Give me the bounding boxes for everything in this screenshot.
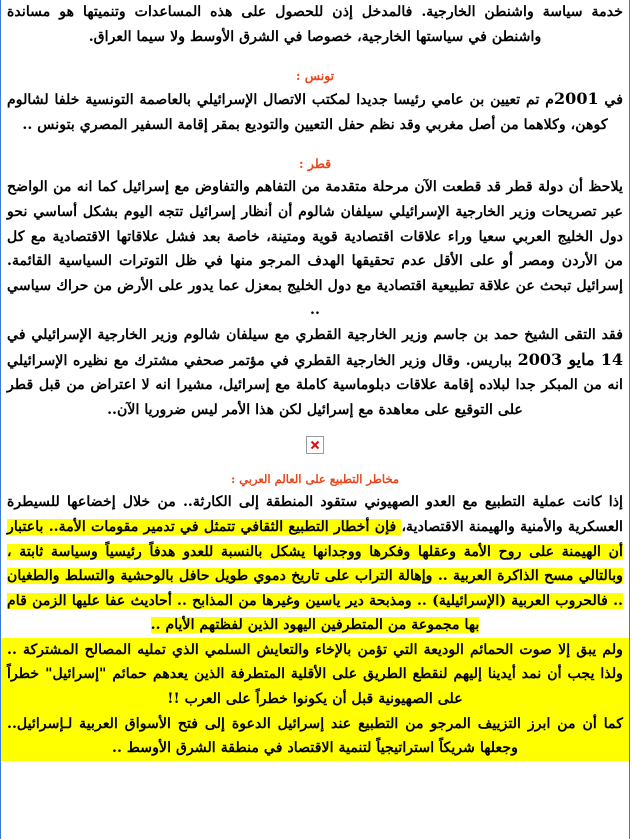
heading-qatar: قطر : [298, 156, 332, 172]
paragraph-risks-1 [7, 490, 623, 638]
broken-image-icon [306, 436, 324, 454]
paragraph-tunisia: في 2001م تم تعيين بن عامي رئيسا جديدا لمكتب الاتصال الإسرائيلي بالعاصمة التونسية خلفا لشالوم كوهن، وكلاهما من أصل مغربي وقد نظم حفل التعيين والتوديع بمقر إقامة السفير المصري بتونس .. [7, 89, 623, 133]
heading-normalization-risks: مخاطر التطبيع على العالم العربي : [230, 472, 400, 487]
article-body [1, 0, 629, 761]
risks-highlighted-text: فإن أخطار التطبيع الثقافي تتمثل في تدمير مقومات الأمة.. باعتبار أن الهيمنة على روح الأمة وعقلها وفكرها ووجدانها يشكل بالنسبة للعدو هدفاً رئيسياً وسياسة ثابتة ، وبالتالي مسح الذاكرة العربية .. وإهالة التراب على تاريخ دموي طويل حافل بالوحشية والتسلط والطغيان .. فالحروب العربية (الإسرائيلية) .. ومذبحة دير ياسين وغيرها من المذابح .. أحاديث عفا عليها الزمن قام بها مجموعة من المتطرفين اليهود الذين لفظتهم الأيام .. [7, 518, 623, 634]
highlighted-block [1, 638, 629, 761]
meeting-date: 14 مايو 2003 [517, 349, 623, 369]
paragraph-risks-3: كما أن من ابرز التزييف المرجو من التطبيع عند إسرائيل الدعوة إلى فتح الأسواق العربية لـإسرائيل.. وجعلها شريكاً استراتيجياً لتنمية الاقتصاد في منطقة الشرق الأوسط .. [7, 715, 623, 757]
red-x-icon [310, 440, 320, 450]
paragraph-qatar-1: يلاحظ أن دولة قطر قد قطعت الآن مرحلة متقدمة من التفاهم والتفاوض مع إسرائيل كما انه من الواضح عبر تصريحات وزير الخارجية الإسرائيلي سيلفان شالوم أن أنظار إسرائيل تتجه اليوم بشكل أساسي نحو دول الخليج العربي سعيا وراء علاقات اقتصادية قوية ومتينة، خاصة بعد فشل علاقاتها الاقتصادية مع كل من الأردن ومصر أو على الأقل عدم تحقيقها الهدف المرجو منها في ظل التوترات السياسية القائمة. إسرائيل تبحث عن علاقة تطبيعية اقتصادية مع دول الخليج بمعزل عما يدور على الأرض من حراك سياسي .. [7, 179, 623, 319]
paragraph-risks-2: ولم يبق إلا صوت الحمائم الوديعة التي تؤمن بالإخاء والتعايش السلمي الذي تمليه المصالح المشتركة .. ولذا يجب أن نمد أيدينا إليهم لنقطع الطريق على الأقلية المتطرفة الذين يعدهم حمائم "إسرائيل" خطراً على الصهيونية قبل أن يكونوا خطراً على العرب !! [7, 641, 623, 708]
paragraph-qatar-2: فقد التقى الشيخ حمد بن جاسم وزير الخارجية القطري مع سيلفان شالوم وزير الخارجية الإسرائيلي في 14 مايو 2003 بباريس. وقال وزير الخارجية القطري في مؤتمر صحفي مشترك مع نظيره الإسرائيلي انه من المبكر جدا لبلاده إقامة علاقات دبلوماسية كاملة مع إسرائيل، مشيرا انه لا اعتراض من قبل قطر على التوقيع على معاهدة مع إسرائيل لكن هذا الأمر ليس ضروريا الآن.. [7, 326, 623, 418]
paragraph-intro: خدمة سياسة واشنطن الخارجية. فالمدخل إذن للحصول على هذه المساعدات وتنميتها هو مساندة واشنطن في سياستها الخارجية، خصوصا في الشرق الأوسط ولا سيما العراق. [7, 4, 623, 45]
risks-plain-text: إذا كانت عملية التطبيع مع العدو الصهيوني ستقود المنطقة إلى الكارثة.. من خلال إخضاعها للسيطرة العسكرية والأمنية والهيمنة الاقتصادية، [7, 494, 623, 535]
year-2001: 2001 [554, 89, 599, 109]
heading-tunisia: تونس : [295, 68, 335, 84]
